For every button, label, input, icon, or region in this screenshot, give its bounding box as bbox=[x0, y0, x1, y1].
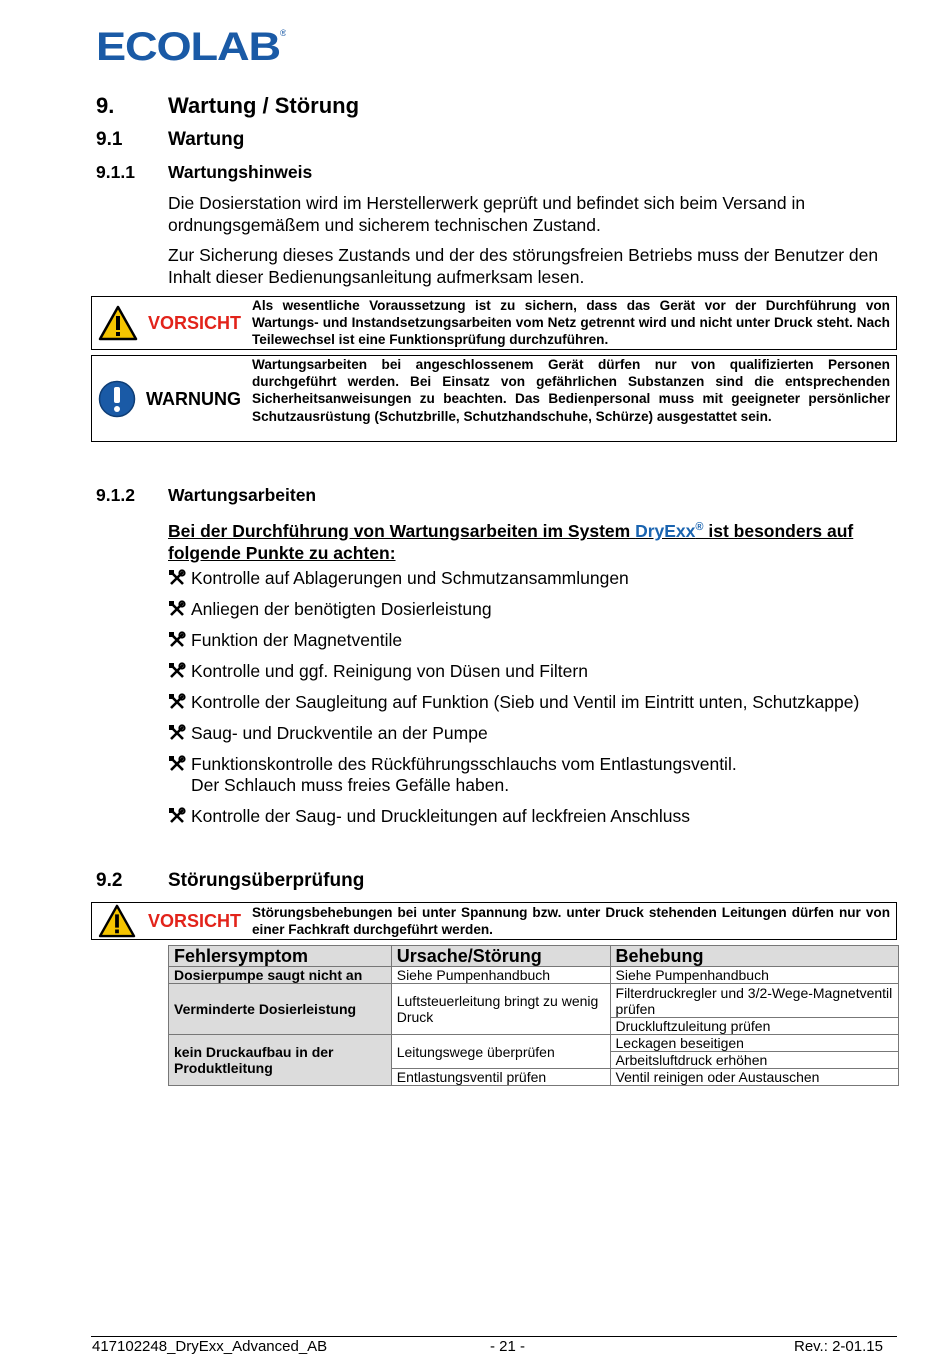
tools-icon bbox=[168, 662, 186, 680]
tools-icon bbox=[168, 693, 186, 711]
intro-text-post: ist besonders auf bbox=[703, 520, 854, 541]
list-item-text: Anliegen der benötigten Dosierleistung bbox=[191, 599, 492, 619]
list-item-text: Kontrolle und ggf. Reinigung von Düsen und Filtern bbox=[191, 661, 588, 681]
footer-revision: Rev.: 2-01.15 bbox=[794, 1338, 883, 1355]
list-item-text: Kontrolle der Saugleitung auf Funktion (Sieb und Ventil im Eintritt unten, Schutzkappe) bbox=[191, 692, 860, 712]
section-9-2-title: Störungsüberprüfung bbox=[168, 870, 365, 891]
warnung-box bbox=[91, 355, 897, 442]
warnung-label: WARNUNG bbox=[146, 389, 241, 409]
list-item-text: Funktion der Magnetventile bbox=[191, 630, 403, 650]
section-9-title: Wartung / Störung bbox=[168, 93, 360, 118]
vorsicht-box-2 bbox=[91, 902, 897, 940]
list-item-text-line2: Der Schlauch muss freies Gefälle haben. bbox=[191, 775, 510, 795]
ecolab-logo-graphic bbox=[96, 24, 286, 66]
table-row bbox=[169, 1035, 899, 1052]
table-row bbox=[169, 967, 899, 984]
intro-text-line2: folgende Punkte zu achten: bbox=[168, 542, 396, 563]
cell-cause: Entlastungsventil prüfen bbox=[391, 1069, 610, 1086]
vorsicht-text: Störungsbehebungen bei unter Spannung bzw. unter Druck stehenden Leitungen dürfen nur von einer Fachkraft durchgeführt werden. bbox=[252, 905, 890, 938]
dryexx-link[interactable]: DryExx bbox=[635, 520, 696, 541]
header-cause: Ursache/Störung bbox=[391, 946, 610, 967]
tools-icon bbox=[168, 807, 186, 825]
cell-fix: Siehe Pumpenhandbuch bbox=[610, 967, 898, 984]
section-9-number: 9. bbox=[96, 93, 115, 118]
cell-symptom: kein Druckaufbau in der Produktleitung bbox=[169, 1035, 392, 1086]
header-fix: Behebung bbox=[610, 946, 898, 967]
tools-icon bbox=[168, 755, 186, 773]
section-9-1-number: 9.1 bbox=[96, 129, 123, 150]
intro-text-pre: Bei der Durchführung von Wartungsarbeiten im System bbox=[168, 520, 636, 541]
svg-text:ECOLAB: ECOLAB bbox=[96, 25, 281, 66]
tools-icon bbox=[168, 569, 186, 587]
cell-fix: Druckluftzuleitung prüfen bbox=[610, 1018, 898, 1035]
vorsicht-label: VORSICHT bbox=[148, 911, 242, 931]
cell-symptom: Dosierpumpe saugt nicht an bbox=[169, 967, 392, 984]
list-item-text: Saug- und Druckventile an der Pumpe bbox=[191, 723, 488, 743]
cell-cause: Siehe Pumpenhandbuch bbox=[391, 967, 610, 984]
cell-fix: Ventil reinigen oder Austauschen bbox=[610, 1069, 898, 1086]
troubleshooting-table bbox=[168, 945, 899, 1086]
footer-divider bbox=[91, 1336, 897, 1337]
vorsicht-label: VORSICHT bbox=[148, 313, 242, 333]
registered-mark: ® bbox=[695, 521, 704, 533]
paragraph-1: Die Dosierstation wird im Herstellerwerk geprüft und befindet sich beim Versand in ordnungsgemäßem und sicherem technischen Zustand. bbox=[168, 193, 806, 235]
ecolab-logo bbox=[96, 24, 286, 66]
table-header-row bbox=[169, 946, 899, 967]
section-9-1-1-title: Wartungshinweis bbox=[168, 162, 313, 182]
cell-fix: Filterdruckregler und 3/2-Wege-Magnetventil prüfen bbox=[610, 984, 898, 1018]
exclamation-circle-icon bbox=[98, 380, 136, 418]
tools-icon bbox=[168, 724, 186, 742]
footer-doc-id: 417102248_DryExx_Advanced_AB bbox=[92, 1338, 328, 1355]
list-item-text: Kontrolle der Saug- und Druckleitungen auf leckfreien Anschluss bbox=[191, 806, 691, 826]
cell-cause: Leitungswege überprüfen bbox=[391, 1035, 610, 1069]
paragraph-2: Zur Sicherung dieses Zustands und der des störungsfreien Betriebs muss der Benutzer den Inhalt dieser Bedienungsanleitung aufmerksam lesen. bbox=[168, 245, 879, 287]
warnung-text: Wartungsarbeiten bei angeschlossenem Gerät dürfen nur von qualifizierten Personen durchgeführt werden. Bei Einsatz von gefährlichen Substanzen sind die entsprechenden Sicherheitsanweisungen zu beachten. Das Bedienpersonal muss mit geeigneter persönlicher Schutzausrüstung (Schutzbrille, Schutzhandschuhe, Schürze) ausgestattet sein. bbox=[252, 357, 890, 424]
footer-page-number: - 21 - bbox=[490, 1338, 526, 1355]
svg-text:®: ® bbox=[280, 28, 286, 38]
section-9-1-2-number: 9.1.2 bbox=[96, 485, 135, 505]
section-9-1-2-title: Wartungsarbeiten bbox=[168, 485, 317, 505]
section-9-1-1-number: 9.1.1 bbox=[96, 162, 135, 182]
cell-symptom: Verminderte Dosierleistung bbox=[169, 984, 392, 1035]
cell-cause: Luftsteuerleitung bringt zu wenig Druck bbox=[391, 984, 610, 1035]
list-item-text: Kontrolle auf Ablagerungen und Schmutzansammlungen bbox=[191, 568, 629, 588]
maintenance-intro bbox=[168, 516, 898, 564]
vorsicht-box-1 bbox=[91, 296, 897, 350]
header-symptom: Fehlersymptom bbox=[169, 946, 392, 967]
section-9-2-number: 9.2 bbox=[96, 870, 123, 891]
cell-fix: Leckagen beseitigen bbox=[610, 1035, 898, 1052]
tools-icon bbox=[168, 600, 186, 618]
cell-fix: Arbeitsluftdruck erhöhen bbox=[610, 1052, 898, 1069]
list-item-text: Funktionskontrolle des Rückführungsschlauchs vom Entlastungsventil. bbox=[191, 754, 737, 774]
tools-icon bbox=[168, 631, 186, 649]
section-9-1-title: Wartung bbox=[168, 129, 245, 150]
vorsicht-text: Als wesentliche Voraussetzung ist zu sichern, dass das Gerät vor der Durchführung von Wartungs- und Instandsetzungsarbeiten vom Netz getrennt wird und nicht unter Druck steht. Nach Teilewechsel ist eine Funktionsprüfung durchzuführen. bbox=[252, 298, 890, 348]
warning-triangle-icon bbox=[98, 904, 136, 938]
warning-triangle-icon bbox=[98, 305, 138, 341]
table-row bbox=[169, 984, 899, 1018]
